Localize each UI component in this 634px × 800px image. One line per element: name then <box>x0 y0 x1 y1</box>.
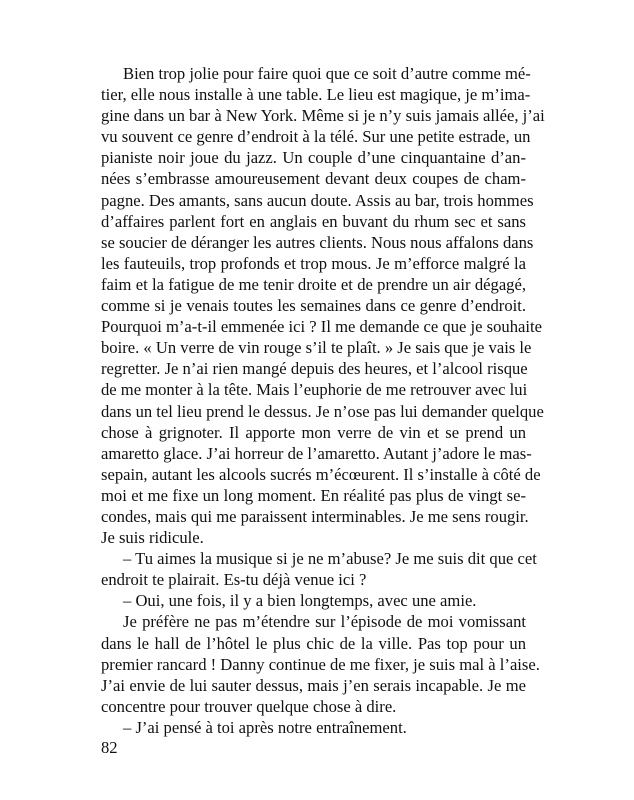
text-line: Bien trop jolie pour faire quoi que ce soit d’autre comme mé- <box>123 64 531 83</box>
text-line: condes, mais qui me paraissent interminables. Je me sens rougir. <box>101 506 529 526</box>
text-line: Je préfère ne pas m’étendre sur l’épisode de moi vomissant <box>123 612 526 632</box>
text-line: Pourquoi m’a-t-il emmenée ici ? Il me demande ce que je souhaite <box>101 317 542 337</box>
text-line: – Oui, une fois, il y a bien longtemps, avec une amie. <box>123 591 477 611</box>
text-line: les fauteuils, trop profonds et trop mous. Je m’efforce malgré la <box>101 253 526 273</box>
text-line: – J’ai pensé à toi après notre entraînement. <box>123 717 407 737</box>
text-line: – Tu aimes la musique si je ne m’abuse? Je me suis dit que cet <box>123 549 537 569</box>
text-line: dans le hall de l’hôtel le plus chic de la ville. Pas top pour un <box>101 633 526 653</box>
text-line: dans un tel lieu prend le dessus. Je n’ose pas lui demander quelque <box>101 401 544 421</box>
text-line: concentre pour trouver quelque chose à dire. <box>101 696 397 716</box>
text-line: pianiste noir joue du jazz. Un couple d’une cinquantaine d’an- <box>101 148 526 168</box>
text-line: amaretto glace. J’ai horreur de l’amaretto. Autant j’adore le mas- <box>101 443 532 463</box>
body-text <box>101 63 545 738</box>
text-line: vu souvent ce genre d’endroit à la télé. Sur une petite estrade, un <box>101 127 531 147</box>
text-line: pagne. Des amants, sans aucun doute. Assis au bar, trois hommes <box>101 190 534 210</box>
text-line: moi et me fixe un long moment. En réalité pas plus de vingt se- <box>101 485 526 505</box>
text-line: endroit te plairait. Es-tu déjà venue ici ? <box>101 570 367 590</box>
text-line: chose à grignoter. Il apporte mon verre de vin et se prend un <box>101 422 526 442</box>
text-line: comme si je venais toutes les semaines dans ce genre d’endroit. <box>101 296 526 316</box>
text-line: boire. « Un verre de vin rouge s’il te plaît. » Je sais que je vais le <box>101 338 532 358</box>
text-line: faim et la fatigue de me tenir droite et de prendre un air dégagé, <box>101 274 526 294</box>
page-number: 82 <box>101 738 118 757</box>
text-line: gine dans un bar à New York. Même si je n’y suis jamais allée, j’ai <box>101 106 545 126</box>
text-line: Je suis ridicule. <box>101 528 204 548</box>
text-line: tier, elle nous installe à une table. Le lieu est magique, je m’ima- <box>101 85 531 105</box>
text-line: de me monter à la tête. Mais l’euphorie de me retrouver avec lui <box>101 380 528 400</box>
text-line: J’ai envie de lui sauter dessus, mais j’en serais incapable. Je me <box>101 675 526 695</box>
text-line: sepain, autant les alcools sucrés m’écœurent. Il s’installe à côté de <box>101 464 541 484</box>
text-line: nées s’embrasse amoureusement devant deux coupes de cham- <box>101 169 526 189</box>
text-line: se soucier de déranger les autres clients. Nous nous affalons dans <box>101 232 534 252</box>
text-line: premier rancard ! Danny continue de me fixer, je suis mal à l’aise. <box>101 654 540 674</box>
text-line: d’affaires parlent fort en anglais en buvant du rhum sec et sans <box>101 211 526 231</box>
text-line: regretter. Je n’ai rien mangé depuis des heures, et l’alcool risque <box>101 359 528 379</box>
